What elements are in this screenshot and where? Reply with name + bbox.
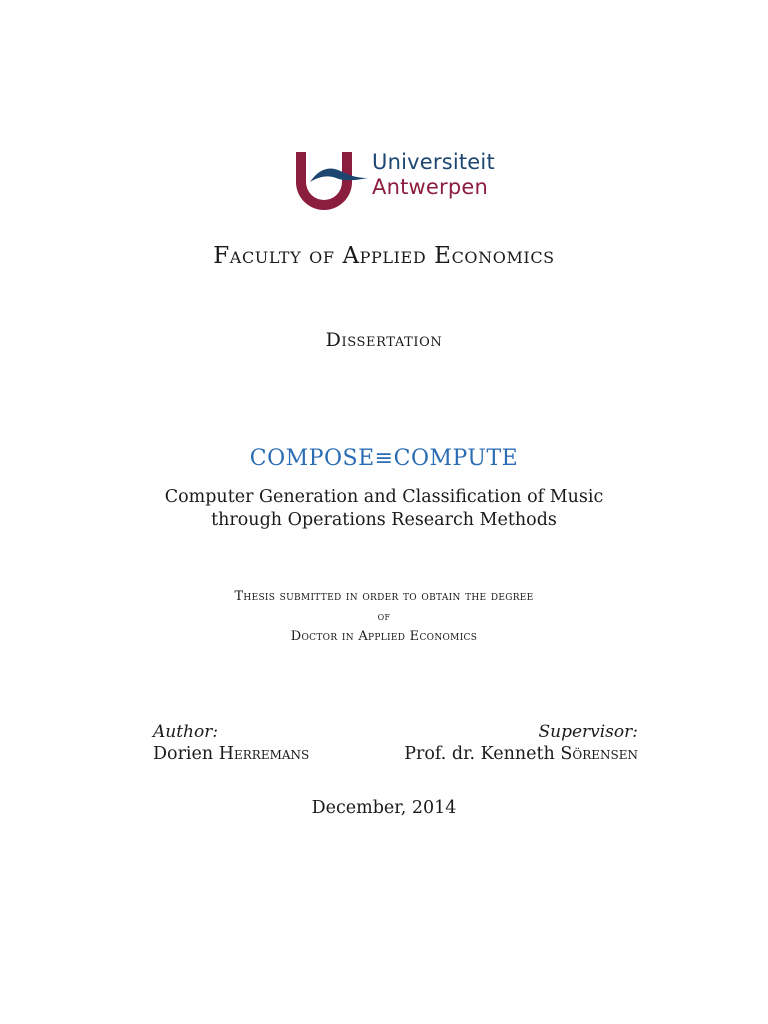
degree-line-1: Thesis submitted in order to obtain the degree	[234, 589, 534, 604]
supervisor-last-name: Sörensen	[560, 744, 638, 764]
faculty-heading: Faculty of Applied Economics	[213, 243, 555, 269]
supervisor-name	[404, 744, 638, 764]
university-logo	[294, 148, 514, 212]
title-compose: COMPOSE	[249, 446, 375, 471]
university-u-icon	[294, 148, 370, 212]
logo-line-universiteit: Universiteit	[372, 150, 495, 174]
author-last-name: Herremans	[218, 744, 310, 764]
equiv-symbol: ≡	[374, 446, 394, 471]
submission-date: December, 2014	[311, 798, 457, 818]
thesis-subtitle	[0, 486, 768, 532]
author-name	[153, 744, 309, 764]
subtitle-line-1: Computer Generation and Classification of Music	[164, 487, 604, 507]
subtitle-line-2: through Operations Research Methods	[211, 510, 557, 530]
thesis-title	[0, 446, 768, 471]
author-first-name: Dorien	[153, 744, 214, 764]
supervisor-title-name: Prof. dr. Kenneth	[404, 744, 555, 764]
degree-line-3: Doctor in Applied Economics	[290, 629, 478, 644]
title-compute: COMPUTE	[393, 446, 519, 471]
author-label: Author:	[153, 722, 219, 742]
logo-line-antwerpen: Antwerpen	[372, 175, 488, 199]
degree-statement	[0, 587, 768, 647]
supervisor-label: Supervisor:	[538, 722, 638, 742]
document-type: Dissertation	[325, 329, 443, 351]
degree-line-2: of	[377, 610, 391, 623]
